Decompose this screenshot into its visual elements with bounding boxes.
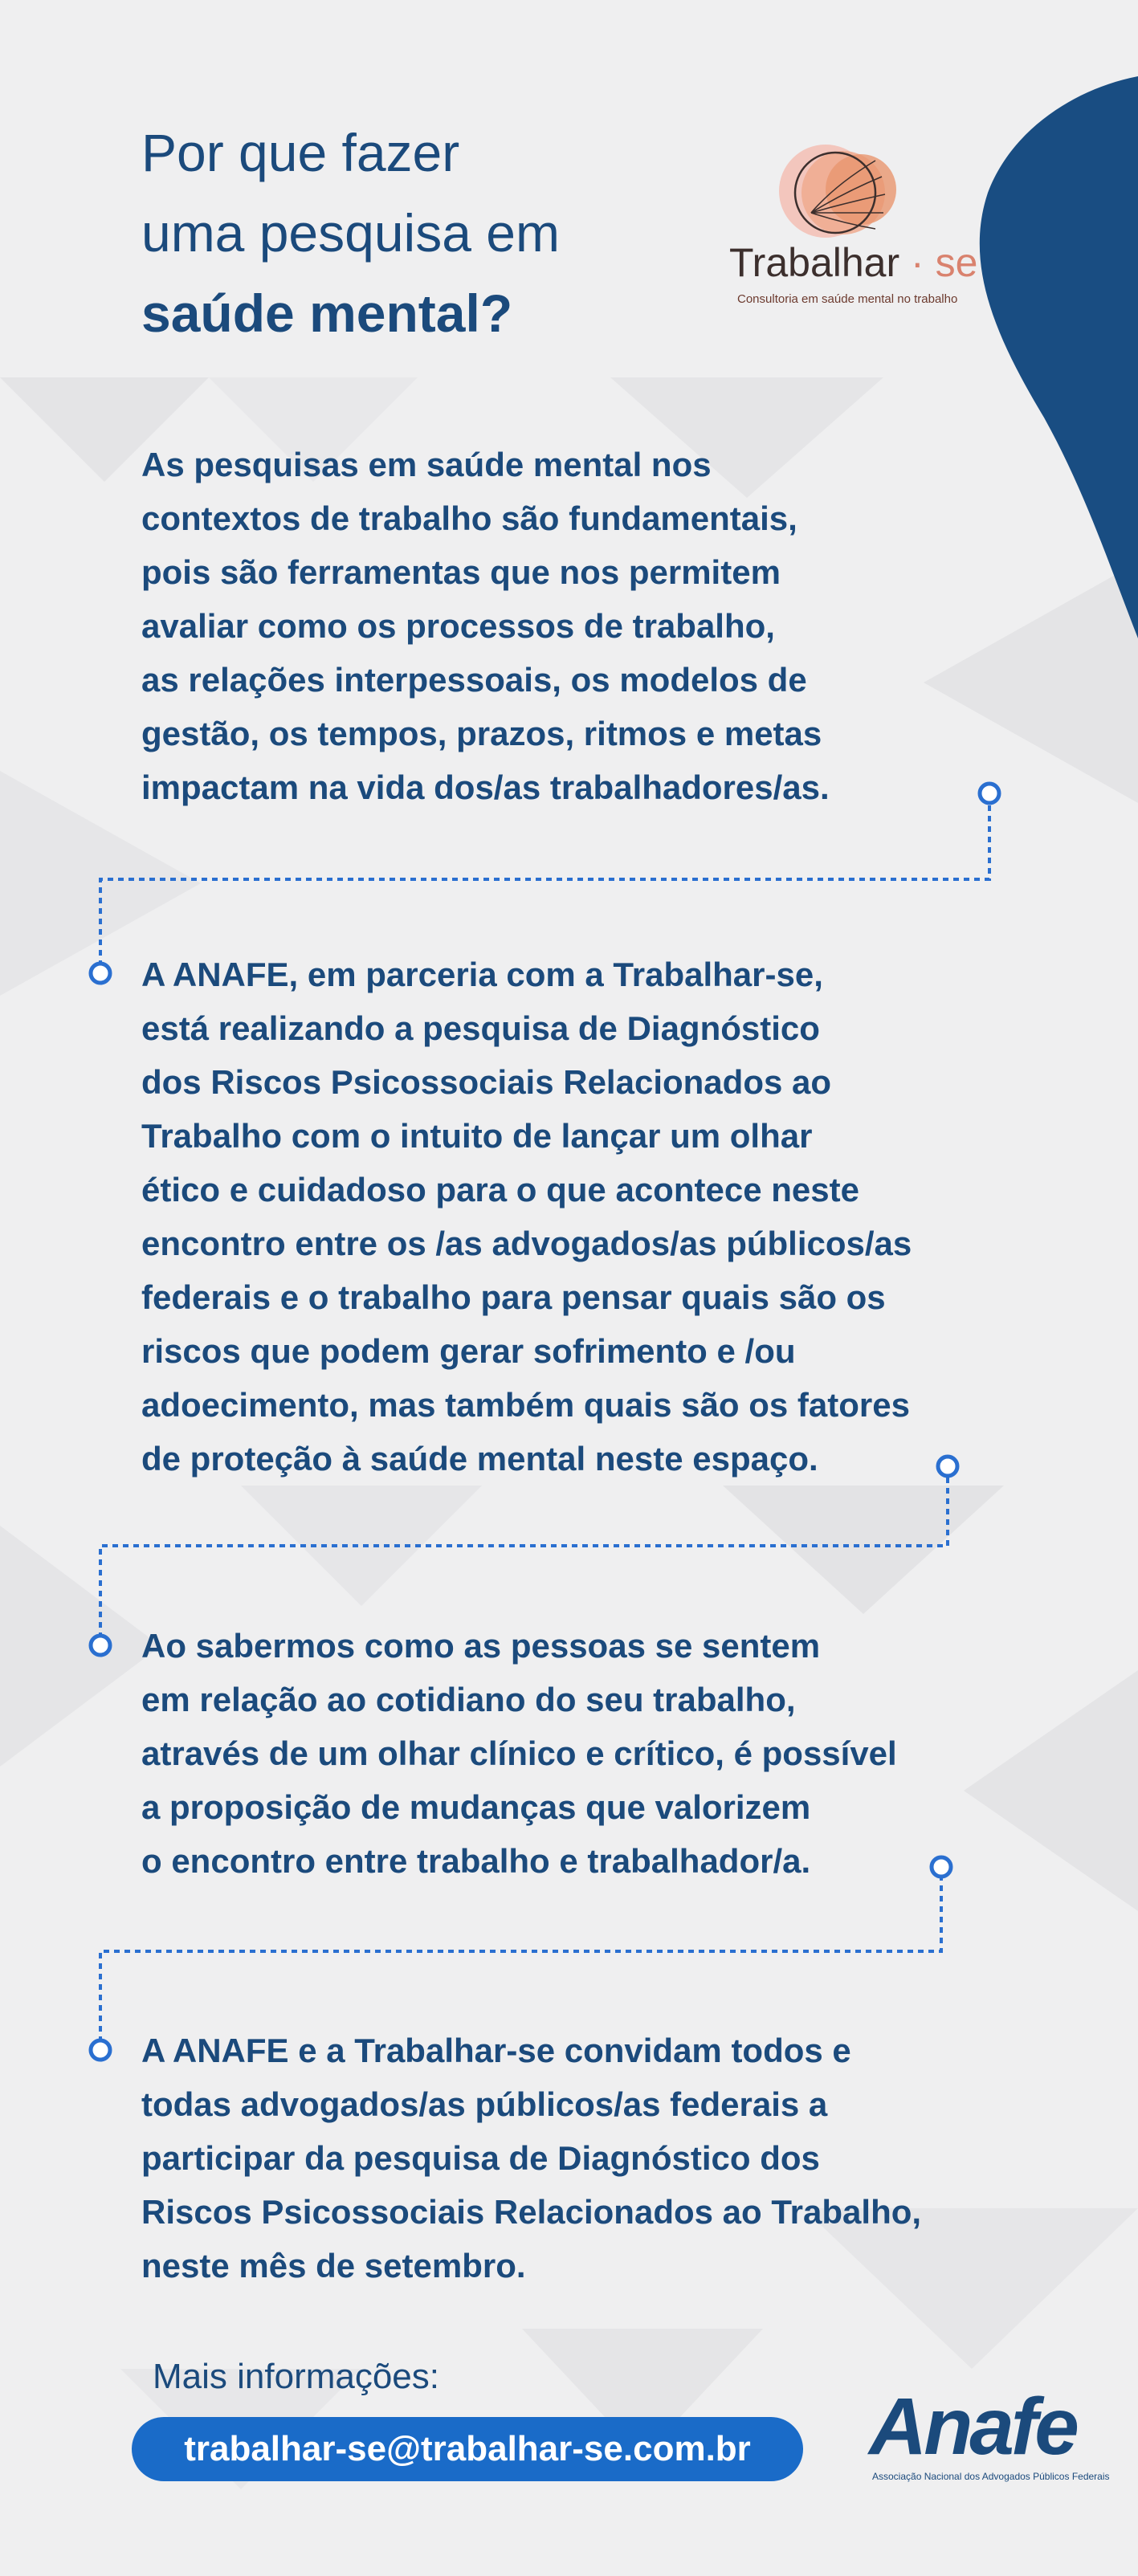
paragraph-1-line: gestão, os tempos, prazos, ritmos e metas <box>141 715 822 752</box>
anafe-description: Associação Nacional dos Advogados Públicos Federais <box>872 2471 1110 2482</box>
paragraph-4 <box>141 2024 921 2293</box>
trabalhar-se-brand: Trabalhar · se <box>729 240 978 285</box>
title-line-3: saúde mental? <box>141 283 513 343</box>
shell-icon <box>723 137 948 249</box>
paragraph-1-line: impactam na vida dos/as trabalhadores/as. <box>141 768 830 806</box>
more-info-label: Mais informações: <box>153 2357 440 2396</box>
blue-blob <box>980 76 1138 638</box>
paragraph-1-line: As pesquisas em saúde mental nos <box>141 446 712 483</box>
paragraph-3-line: o encontro entre trabalho e trabalhador/a. <box>141 1842 811 1880</box>
email-link[interactable]: trabalhar-se@trabalhar-se.com.br <box>132 2417 803 2481</box>
paragraph-2-line: encontro entre os /as advogados/as públicos/as <box>141 1225 912 1262</box>
paragraph-1-line: as relações interpessoais, os modelos de <box>141 661 807 699</box>
paragraph-2-line: adoecimento, mas também quais são os fatores <box>141 1386 910 1424</box>
paragraph-4-line: participar da pesquisa de Diagnóstico dos <box>141 2139 820 2177</box>
paragraph-4-line: A ANAFE e a Trabalhar-se convidam todos e <box>141 2032 851 2069</box>
paragraph-4-line: neste mês de setembro. <box>141 2247 526 2285</box>
page-title <box>141 112 704 353</box>
paragraph-3-line: através de um olhar clínico e crítico, é possível <box>141 1734 897 1772</box>
paragraph-2-line: federais e o trabalho para pensar quais são os <box>141 1278 886 1316</box>
paragraph-4-line: todas advogados/as públicos/as federais a <box>141 2085 828 2123</box>
paragraph-1-line: avaliar como os processos de trabalho, <box>141 607 775 645</box>
paragraph-4-line: Riscos Psicossociais Relacionados ao Trabalho, <box>141 2193 922 2231</box>
paragraph-1 <box>141 438 830 814</box>
trabalhar-se-logo <box>723 137 978 313</box>
paragraph-2 <box>141 948 912 1486</box>
paragraph-3 <box>141 1619 897 1888</box>
paragraph-2-line: de proteção à saúde mental neste espaço. <box>141 1440 818 1478</box>
paragraph-3-line: Ao sabermos como as pessoas se sentem <box>141 1627 821 1665</box>
paragraph-2-line: A ANAFE, em parceria com a Trabalhar-se, <box>141 956 823 993</box>
title-line-2: uma pesquisa em <box>141 203 560 263</box>
anafe-logo <box>859 2382 1110 2485</box>
paragraph-3-line: a proposição de mudanças que valorizem <box>141 1788 811 1826</box>
paragraph-2-line: está realizando a pesquisa de Diagnóstico <box>141 1009 820 1047</box>
paragraph-1-line: pois são ferramentas que nos permitem <box>141 553 781 591</box>
paragraph-1-line: contextos de trabalho são fundamentais, <box>141 499 797 537</box>
anafe-wordmark: Anafe <box>869 2382 1076 2472</box>
title-line-1: Por que fazer <box>141 123 460 182</box>
paragraph-3-line: em relação ao cotidiano do seu trabalho, <box>141 1681 796 1718</box>
paragraph-2-line: Trabalho com o intuito de lançar um olhar <box>141 1117 813 1155</box>
paragraph-2-line: ético e cuidadoso para o que acontece neste <box>141 1171 859 1209</box>
paragraph-2-line: riscos que podem gerar sofrimento e /ou <box>141 1332 796 1370</box>
paragraph-2-line: dos Riscos Psicossociais Relacionados ao <box>141 1063 832 1101</box>
trabalhar-se-tagline: Consultoria em saúde mental no trabalho <box>737 292 958 306</box>
